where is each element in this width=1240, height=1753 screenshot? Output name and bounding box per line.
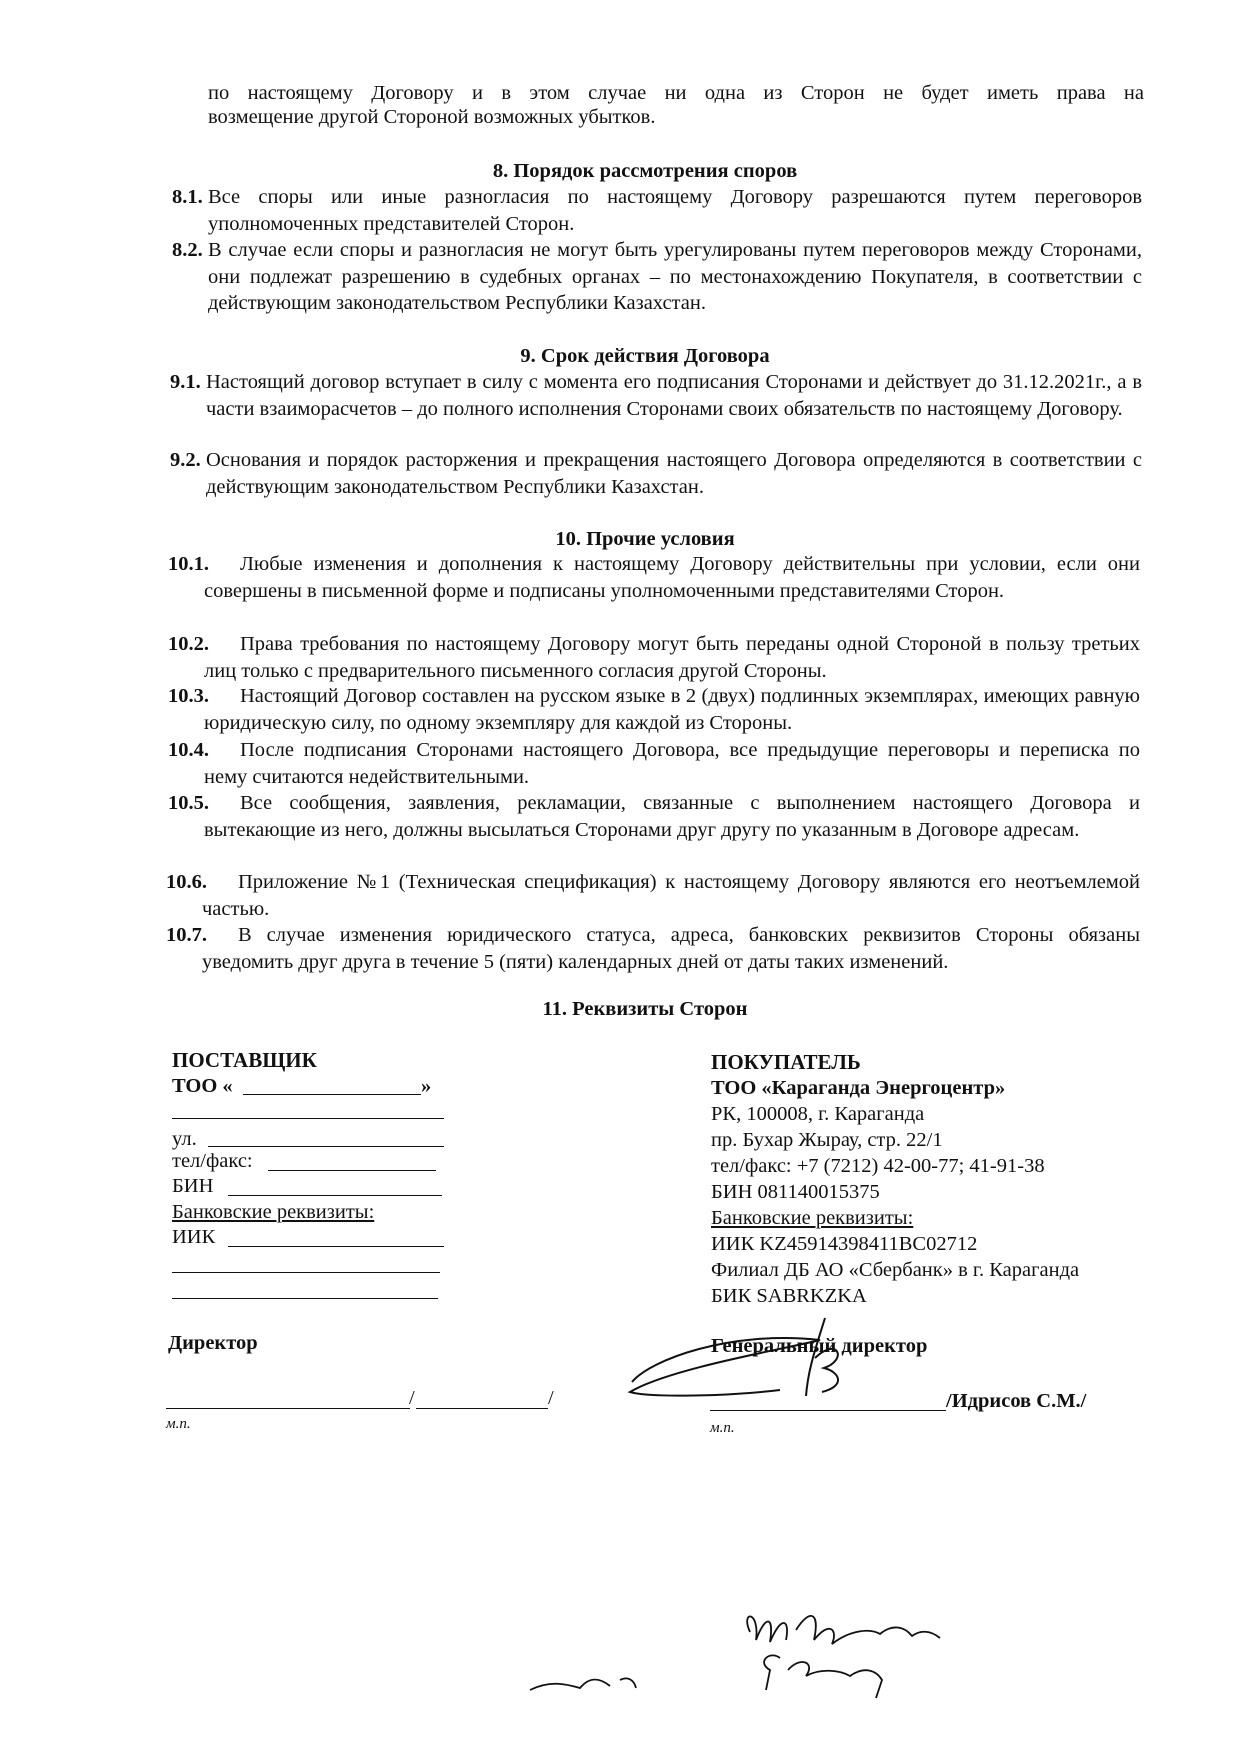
clause-number: 10.5. [168, 792, 209, 814]
supplier-phone-line[interactable] [268, 1170, 436, 1171]
clause-10-2 [168, 631, 1140, 684]
clause-text: Все сообщения, заявления, рекламации, связанные с выполнением настоящего Договора и вытекающие из него, должны высылаться Сторонами друг другу по указанным в Договоре адресам. [204, 792, 1140, 841]
clause-text: Любые изменения и дополнения к настоящему Договору действительны при условии, если они совершены в письменной форме и подписаны уполномоченными представителями Сторон. [204, 553, 1140, 602]
clause-10-4 [168, 737, 1140, 790]
buyer-block [711, 1049, 1171, 1309]
buyer-bin: БИН 081140015375 [711, 1181, 880, 1203]
buyer-bank: Филиал ДБ АО «Сбербанк» в г. Караганда [711, 1259, 1080, 1281]
clause-10-3 [168, 683, 1140, 736]
supplier-iik-label: ИИК [172, 1226, 216, 1248]
clause-number: 10.4. [168, 739, 209, 761]
supplier-sign-separator-1: / [409, 1387, 415, 1409]
intro-line-2: возмещение другой Стороной возможных убытков. [208, 106, 656, 128]
handwritten-initials [520, 1600, 980, 1720]
clause-9-1 [170, 369, 1142, 422]
buyer-sign-line[interactable] [710, 1410, 946, 1411]
buyer-address-1: РК, 100008, г. Караганда [711, 1103, 925, 1125]
clause-text: Настоящий Договор составлен на русском языке в 2 (двух) подлинных экземплярах, имеющих равную юридическую силу, по одному экземпляру для каждой из Стороны. [204, 685, 1140, 734]
supplier-street-label: ул. [172, 1128, 197, 1150]
clause-10-5 [168, 790, 1140, 843]
clause-text: Настоящий договор вступает в силу с момента его подписания Сторонами и действует до 31.12.2021г., а в части взаиморасчетов – до полного исполнения Сторонами своих обязательств по настоящему Договору. [206, 371, 1142, 420]
section-10-title: 10. Прочие условия [555, 528, 735, 550]
buyer-phone: тел/факс: +7 (7212) 42-00-77; 41-91-38 [711, 1155, 1045, 1177]
clause-text: После подписания Сторонами настоящего Договора, все предыдущие переговоры и переписка по нему считаются недействительными. [204, 739, 1140, 788]
clause-number: 10.1. [168, 553, 209, 575]
intro-line-1: по настоящему Договору и в этом случае ни одна из Сторон не будет иметь права на [208, 82, 1144, 104]
supplier-line-blank[interactable] [172, 1118, 444, 1119]
supplier-sign-line-2[interactable] [416, 1408, 548, 1409]
supplier-org-suffix: » [421, 1075, 432, 1097]
clause-8-2 [172, 237, 1142, 317]
clause-text: Основания и порядок расторжения и прекращения настоящего Договора определяются в соответствии с действующим законодательством Республики Казахстан. [206, 449, 1142, 498]
supplier-phone-label: тел/факс: [172, 1150, 253, 1172]
director-signature [610, 1300, 930, 1410]
supplier-bank-line-1[interactable] [172, 1272, 440, 1273]
clause-number: 10.2. [168, 633, 209, 655]
supplier-director-label: Директор [168, 1332, 258, 1354]
supplier-org-prefix: ТОО « [172, 1075, 233, 1097]
buyer-signer-name: /Идрисов С.М./ [946, 1390, 1087, 1412]
clause-10-6 [166, 869, 1140, 922]
buyer-role: ПОКУПАТЕЛЬ [711, 1050, 861, 1074]
supplier-block [172, 1047, 472, 1073]
buyer-bank-label: Банковские реквизиты: [711, 1207, 914, 1229]
supplier-bin-label: БИН [172, 1175, 214, 1197]
clause-number: 8.2. [172, 239, 203, 261]
clause-text: Все споры или иные разногласия по настоящему Договору разрешаются путем переговоров уполномоченных представителей Сторон. [208, 186, 1142, 235]
buyer-bik: БИК SABRKZKA [711, 1285, 867, 1307]
clause-number: 8.1. [172, 186, 203, 208]
supplier-street-line[interactable] [208, 1146, 444, 1147]
supplier-bin-line[interactable] [228, 1195, 442, 1196]
supplier-org-line[interactable] [243, 1094, 421, 1095]
clause-number: 10.6. [166, 871, 207, 893]
clause-9-2 [170, 447, 1142, 500]
supplier-bank-line-2[interactable] [172, 1298, 438, 1299]
supplier-role: ПОСТАВЩИК [172, 1048, 317, 1072]
clause-number: 10.3. [168, 685, 209, 707]
clause-text: В случае изменения юридического статуса, адреса, банковских реквизитов Стороны обязаны уведомить друг друга в течение 5 (пяти) календарных дней от даты таких изменений. [202, 924, 1140, 973]
clause-10-7 [166, 922, 1140, 975]
clause-text: Приложение №1 (Техническая спецификация) к настоящему Договору являются его неотъемлемой частью. [202, 871, 1140, 920]
buyer-org: ТОО «Караганда Энергоцентр» [711, 1077, 1006, 1099]
clause-8-1 [172, 184, 1142, 237]
supplier-bank-label: Банковские реквизиты: [172, 1201, 375, 1223]
clause-text: В случае если споры и разногласия не могут быть урегулированы путем переговоров между Сторонами, они подлежат разрешению в судебных органах – по местонахождению Покупателя, в соответствии с действующим законодательством Республики Казахстан. [208, 239, 1142, 314]
buyer-stamp-place: м.п. [710, 1420, 735, 1436]
clause-number: 10.7. [166, 924, 207, 946]
section-8-title: 8. Порядок рассмотрения споров [492, 160, 798, 182]
supplier-sign-line-1[interactable] [166, 1408, 410, 1409]
section-9-title: 9. Срок действия Договора [520, 345, 770, 367]
clause-text: Права требования по настоящему Договору могут быть переданы одной Стороной в пользу третьих лиц только с предварительного письменного согласия другой Стороны. [204, 633, 1140, 682]
buyer-address-2: пр. Бухар Жырау, стр. 22/1 [711, 1129, 943, 1151]
supplier-iik-line[interactable] [228, 1246, 444, 1247]
supplier-stamp-place: м.п. [166, 1416, 191, 1432]
supplier-sign-separator-2: / [548, 1387, 554, 1409]
section-11-title: 11. Реквизиты Сторон [542, 998, 748, 1020]
buyer-iik: ИИК KZ45914398411BC02712 [711, 1233, 978, 1255]
buyer-director-label: Генеральный директор [711, 1335, 928, 1357]
clause-number: 9.1. [170, 371, 201, 393]
clause-number: 9.2. [170, 449, 201, 471]
clause-10-1 [168, 551, 1140, 604]
